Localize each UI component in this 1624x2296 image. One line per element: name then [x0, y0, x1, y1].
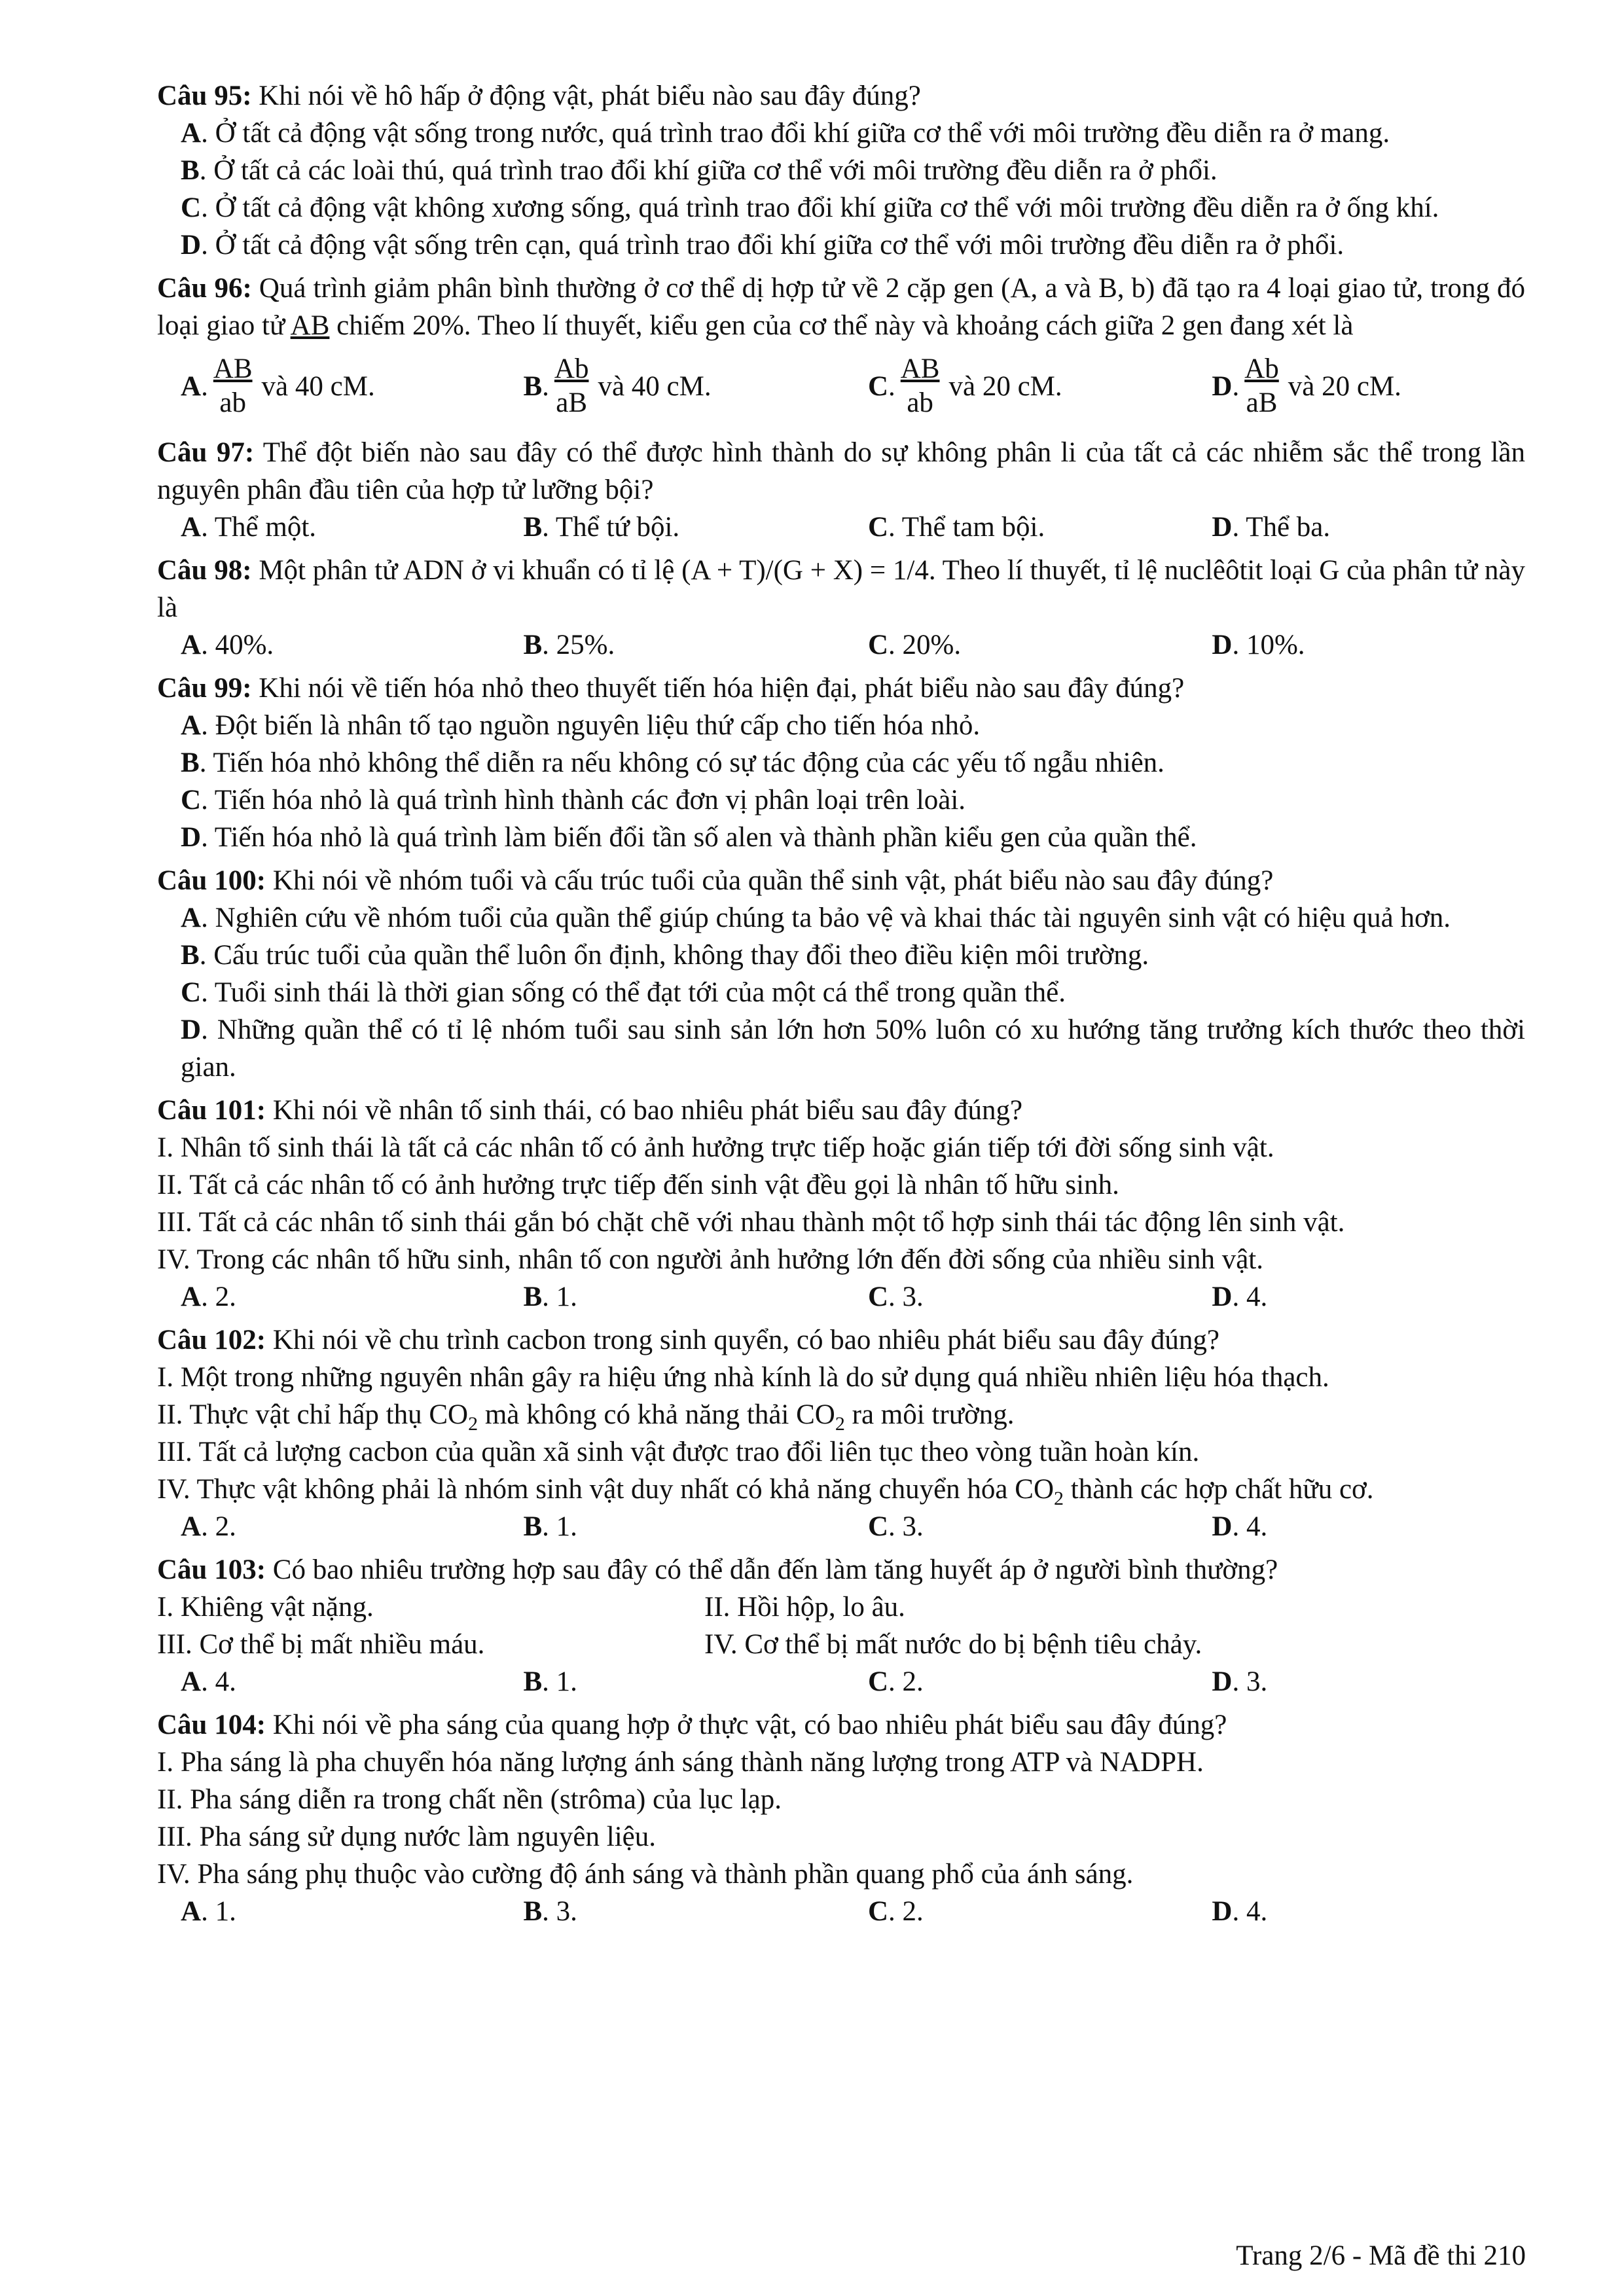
option-c: C . $\frac{AB}{ab}$ và 20 cM. — [868, 352, 1212, 420]
option-label: D — [1212, 1666, 1233, 1697]
stem-text: Quá trình giảm phân bình thường ở cơ thể dị hợp tử về 2 cặp gen (A, a và B, b) đã tạo ra 4 loại giao tử, trong đó loại giao tử — [157, 273, 1526, 341]
option-a — [181, 626, 523, 664]
option-label: A — [181, 1282, 202, 1312]
statement-4 — [157, 1471, 1525, 1508]
option-label: C — [181, 192, 202, 223]
option-d — [1212, 509, 1525, 546]
options-row — [157, 1278, 1525, 1316]
subscript: 2 — [468, 1413, 478, 1435]
option-a — [181, 1893, 523, 1930]
fraction-numerator: Ab — [554, 353, 589, 384]
option-text: và 20 cM. — [948, 370, 1062, 402]
fraction-numerator: Ab — [1244, 353, 1279, 384]
option-d — [1212, 1893, 1525, 1930]
option-label: D — [181, 1014, 202, 1045]
statement-2: II. Hồi hộp, lo âu. — [704, 1592, 905, 1623]
option-a — [157, 115, 1525, 152]
question-95 — [157, 77, 1525, 264]
option-label: B — [523, 1282, 543, 1312]
option-text: và 40 cM. — [598, 370, 712, 402]
option-label: A — [181, 1896, 202, 1927]
statement-4: IV. Trong các nhân tố hữu sinh, nhân tố con người ảnh hưởng lớn đến đời sống của nhiều sinh vật. — [157, 1244, 1263, 1275]
question-stem — [157, 1551, 1525, 1588]
option-text: . 3. — [1232, 1666, 1268, 1697]
statement-text: ra môi trường. — [844, 1399, 1015, 1430]
option-text: . 3. — [542, 1896, 577, 1927]
option-label: B — [523, 512, 543, 543]
page-footer: Trang 2/6 - Mã đề thi 210 — [1236, 2240, 1526, 2271]
option-text: . Những quần thể có tỉ lệ nhóm tuổi sau sinh sản lớn hơn 50% luôn có xu hướng tăng trưởng kích thước theo thời gian. — [181, 1014, 1525, 1083]
option-text: . Tuổi sinh thái là thời gian sống có thể đạt tới của một cá thể trong quần thể. — [201, 977, 1066, 1008]
option-label: D — [181, 230, 202, 260]
question-number: Câu 100: — [157, 865, 266, 896]
option-text: . 20%. — [888, 630, 962, 660]
option-text: . Tiến hóa nhỏ không thể diễn ra nếu không có sự tác động của các yếu tố ngẫu nhiên. — [199, 747, 1164, 778]
option-text: . 1. — [542, 1511, 577, 1542]
option-b — [523, 626, 867, 664]
stem-text: Khi nói về hô hấp ở động vật, phát biểu nào sau đây đúng? — [259, 81, 921, 111]
option-label: C — [867, 1282, 888, 1312]
stem-text: Một phân tử ADN ở vi khuẩn có tỉ lệ (A + T)/(G + X) = 1/4. Theo lí thuyết, tỉ lệ nuclêôtit loại G của phân tử này là — [157, 555, 1525, 623]
option-label: A — [181, 1511, 202, 1542]
option-label: D — [181, 822, 202, 853]
option-c — [868, 1278, 1212, 1316]
option-label: A — [181, 903, 202, 933]
option-d — [1212, 626, 1525, 664]
genotype-fraction — [1244, 352, 1279, 420]
option-text: . Thể tứ bội. — [542, 512, 680, 543]
question-stem — [157, 1321, 1525, 1359]
subscript: 2 — [1054, 1488, 1064, 1509]
question-98 — [157, 552, 1525, 664]
statement-2: II. Tất cả các nhân tố có ảnh hưởng trực tiếp đến sinh vật đều gọi là nhân tố hữu sinh. — [157, 1170, 1119, 1200]
option-text: . 25%. — [542, 630, 615, 660]
question-96 — [157, 270, 1525, 428]
option-text: và 40 cM. — [261, 370, 375, 402]
option-label: B — [523, 1511, 543, 1542]
question-104 — [157, 1706, 1525, 1930]
option-label: A — [181, 1666, 202, 1697]
statement-1: I. Một trong những nguyên nhân gây ra hiệu ứng nhà kính là do sử dụng quá nhiều nhiên liệu hóa thạch. — [157, 1362, 1329, 1393]
option-a — [181, 1663, 523, 1700]
fraction-denominator: aB — [556, 387, 588, 418]
question-stem — [157, 862, 1525, 899]
option-b — [523, 1893, 867, 1930]
option-label: D — [1212, 512, 1233, 543]
option-label: C — [867, 370, 888, 402]
options-row — [157, 344, 1525, 428]
option-label: C — [867, 1896, 888, 1927]
option-d — [157, 226, 1525, 264]
statement-2: II. Pha sáng diễn ra trong chất nền (strôma) của lục lạp. — [157, 1784, 782, 1815]
option-c — [868, 1893, 1212, 1930]
statement-3: III. Tất cả các nhân tố sinh thái gắn bó chặt chẽ với nhau thành một tổ hợp sinh thái tác động lên sinh vật. — [157, 1207, 1345, 1238]
stem-text: Khi nói về chu trình cacbon trong sinh quyển, có bao nhiêu phát biểu sau đây đúng? — [272, 1325, 1219, 1355]
statement-3: III. Cơ thể bị mất nhiều máu. — [157, 1629, 485, 1660]
question-102 — [157, 1321, 1525, 1545]
genotype-fraction — [554, 352, 589, 420]
option-c — [868, 1508, 1212, 1545]
option-text: . Đột biến là nhân tố tạo nguồn nguyên liệu thứ cấp cho tiến hóa nhỏ. — [201, 710, 981, 741]
question-stem — [157, 552, 1525, 626]
option-label: D — [1212, 370, 1233, 402]
option-text: . Nghiên cứu về nhóm tuổi của quần thể giúp chúng ta bảo vệ và khai thác tài nguyên sinh vật có hiệu quả hơn. — [201, 903, 1451, 933]
fraction-denominator: aB — [1246, 387, 1278, 418]
option-c — [868, 509, 1212, 546]
option-label: A — [181, 370, 202, 402]
exam-page — [157, 77, 1525, 1930]
option-text: . Thể tam bội. — [888, 512, 1045, 543]
option-text: . Ở tất cả các loài thú, quá trình trao đổi khí giữa cơ thể với môi trường đều diễn ra ở phổi. — [199, 155, 1218, 186]
question-stem — [157, 670, 1525, 707]
option-text: . 3. — [888, 1511, 924, 1542]
option-label: B — [523, 1896, 543, 1927]
option-text: . Thể một. — [201, 512, 317, 543]
statement-1: I. Pha sáng là pha chuyển hóa năng lượng ánh sáng thành năng lượng trong ATP và NADPH. — [157, 1747, 1204, 1778]
question-101 — [157, 1092, 1525, 1316]
statement-3: III. Pha sáng sử dụng nước làm nguyên liệu. — [157, 1821, 656, 1852]
option-text: . Ở tất cả động vật sống trên cạn, quá trình trao đổi khí giữa cơ thể với môi trường đều diễn ra ở phổi. — [201, 230, 1344, 260]
option-b — [523, 1508, 867, 1545]
statement-2 — [157, 1396, 1525, 1433]
stem-text: Khi nói về pha sáng của quang hợp ở thực vật, có bao nhiêu phát biểu sau đây đúng? — [272, 1710, 1227, 1740]
stem-text: Thể đột biến nào sau đây có thể được hình thành do sự không phân li của tất cả các nhiễm sắc thể trong lần nguyên phân đầu tiên của hợp tử lưỡng bội? — [157, 437, 1525, 505]
option-text: . 4. — [1232, 1282, 1268, 1312]
question-number: Câu 103: — [157, 1554, 266, 1585]
option-c — [868, 1663, 1212, 1700]
statement-text: mà không có khả năng thải CO — [478, 1399, 835, 1430]
options-row — [157, 1508, 1525, 1545]
option-a — [181, 1508, 523, 1545]
question-stem — [157, 77, 1525, 115]
option-label: B — [523, 630, 543, 660]
statement-4: IV. Cơ thể bị mất nước do bị bệnh tiêu chảy. — [704, 1629, 1202, 1660]
question-number: Câu 98: — [157, 555, 252, 586]
option-text: . Thể ba. — [1232, 512, 1331, 543]
genotype-fraction — [213, 352, 253, 420]
option-text: . 3. — [888, 1282, 924, 1312]
fraction-numerator: AB — [213, 353, 253, 384]
option-label: C — [867, 630, 888, 660]
question-number: Câu 104: — [157, 1710, 266, 1740]
option-b — [523, 1663, 867, 1700]
question-number: Câu 95: — [157, 81, 252, 111]
option-label: C — [181, 977, 202, 1008]
option-b — [157, 937, 1525, 974]
option-text: . 1. — [542, 1666, 577, 1697]
option-text: . 4. — [201, 1666, 236, 1697]
gamete-ab: AB — [290, 310, 330, 341]
option-text: . Ở tất cả động vật không xương sống, quá trình trao đổi khí giữa cơ thể với môi trường đều diễn ra ở ống khí. — [201, 192, 1439, 223]
option-text: và 20 cM. — [1288, 370, 1401, 402]
option-text: . Tiến hóa nhỏ là quá trình hình thành các đơn vị phân loại trên loài. — [201, 785, 966, 816]
option-b — [523, 509, 867, 546]
question-stem — [157, 434, 1525, 509]
option-text: . 2. — [201, 1282, 236, 1312]
question-number: Câu 99: — [157, 673, 252, 704]
option-text: . 1. — [542, 1282, 577, 1312]
option-label: A — [181, 630, 202, 660]
option-label: C — [181, 785, 202, 816]
statement-text: IV. Thực vật không phải là nhóm sinh vật duy nhất có khả năng chuyển hóa CO — [157, 1474, 1054, 1505]
option-text: . 2. — [888, 1896, 924, 1927]
question-97 — [157, 434, 1525, 546]
option-b — [157, 744, 1525, 781]
option-text: . Cấu trúc tuổi của quần thể luôn ổn định, không thay đổi theo điều kiện môi trường. — [199, 940, 1149, 971]
option-text: . Tiến hóa nhỏ là quá trình làm biến đổi tần số alen và thành phần kiểu gen của quần thể. — [201, 822, 1197, 853]
question-number: Câu 101: — [157, 1095, 266, 1126]
option-label: D — [1212, 630, 1233, 660]
option-a: A . $\frac{AB}{ab}$ và 40 cM. — [181, 352, 523, 420]
question-stem — [157, 1092, 1525, 1129]
option-a — [157, 899, 1525, 937]
option-d — [157, 819, 1525, 856]
option-text: . 2. — [201, 1511, 236, 1542]
option-label: D — [1212, 1282, 1233, 1312]
option-text: . 40%. — [201, 630, 274, 660]
stem-text: chiếm 20%. Theo lí thuyết, kiểu gen của cơ thể này và khoảng cách giữa 2 gen đang xét là — [329, 310, 1354, 341]
stem-text: Có bao nhiêu trường hợp sau đây có thể dẫn đến làm tăng huyết áp ở người bình thường? — [272, 1554, 1278, 1585]
question-stem — [157, 270, 1525, 344]
options-row — [157, 1893, 1525, 1930]
option-label: B — [523, 1666, 543, 1697]
option-d: D . $\frac{Ab}{aB}$ và 20 cM. — [1212, 352, 1525, 420]
option-c — [157, 189, 1525, 226]
option-c — [157, 974, 1525, 1011]
subscript: 2 — [835, 1413, 845, 1435]
option-text: . 1. — [201, 1896, 236, 1927]
statement-1: I. Khiêng vật nặng. — [157, 1592, 374, 1623]
option-b: B . $\frac{Ab}{aB}$ và 40 cM. — [523, 352, 867, 420]
option-text: . 4. — [1232, 1511, 1268, 1542]
options-row — [157, 626, 1525, 664]
option-label: C — [867, 1511, 888, 1542]
option-text: . Ở tất cả động vật sống trong nước, quá trình trao đổi khí giữa cơ thể với môi trường đều diễn ra ở mang. — [201, 118, 1390, 149]
statement-1: I. Nhân tố sinh thái là tất cả các nhân tố có ảnh hưởng trực tiếp hoặc gián tiếp tới đời sống sinh vật. — [157, 1132, 1274, 1163]
option-text: . 4. — [1232, 1896, 1268, 1927]
options-row — [157, 1663, 1525, 1700]
option-label: A — [181, 118, 202, 149]
stem-text: Khi nói về nhóm tuổi và cấu trúc tuổi của quần thể sinh vật, phát biểu nào sau đây đúng? — [272, 865, 1274, 896]
option-label: A — [181, 512, 202, 543]
question-99 — [157, 670, 1525, 856]
genotype-fraction — [901, 352, 940, 420]
question-100 — [157, 862, 1525, 1086]
option-d — [1212, 1508, 1525, 1545]
option-label: B — [181, 747, 200, 778]
question-103 — [157, 1551, 1525, 1700]
option-label: A — [181, 710, 202, 741]
option-label: C — [867, 1666, 888, 1697]
option-a — [157, 707, 1525, 744]
statement-text: thành các hợp chất hữu cơ. — [1064, 1474, 1374, 1505]
option-a — [181, 509, 523, 546]
option-a — [181, 1278, 523, 1316]
fraction-numerator: AB — [900, 353, 940, 384]
option-d — [1212, 1278, 1525, 1316]
option-text: . 10%. — [1232, 630, 1305, 660]
statements-row — [157, 1626, 1525, 1663]
statement-text: II. Thực vật chỉ hấp thụ CO — [157, 1399, 469, 1430]
fraction-denominator: ab — [907, 387, 933, 418]
option-c — [157, 781, 1525, 819]
option-label: D — [1212, 1511, 1233, 1542]
statement-3: III. Tất cả lượng cacbon của quần xã sinh vật được trao đổi liên tục theo vòng tuần hoàn kín. — [157, 1437, 1200, 1467]
statement-4: IV. Pha sáng phụ thuộc vào cường độ ánh sáng và thành phần quang phổ của ánh sáng. — [157, 1859, 1134, 1890]
option-label: B — [523, 370, 543, 402]
option-text: . 2. — [888, 1666, 924, 1697]
option-label: B — [181, 940, 200, 971]
statements-row — [157, 1588, 1525, 1626]
question-number: Câu 97: — [157, 437, 255, 468]
stem-text: Khi nói về nhân tố sinh thái, có bao nhiêu phát biểu sau đây đúng? — [272, 1095, 1023, 1126]
question-number: Câu 102: — [157, 1325, 266, 1355]
question-stem — [157, 1706, 1525, 1744]
option-b — [157, 152, 1525, 189]
fraction-denominator: ab — [219, 387, 246, 418]
option-c — [868, 626, 1212, 664]
stem-text: Khi nói về tiến hóa nhỏ theo thuyết tiến hóa hiện đại, phát biểu nào sau đây đúng? — [259, 673, 1185, 704]
question-number: Câu 96: — [157, 273, 252, 304]
option-label: B — [181, 155, 200, 186]
option-label: D — [1212, 1896, 1233, 1927]
option-b — [523, 1278, 867, 1316]
option-label: C — [867, 512, 888, 543]
option-d — [1212, 1663, 1525, 1700]
option-d — [157, 1011, 1525, 1086]
options-row — [157, 509, 1525, 546]
